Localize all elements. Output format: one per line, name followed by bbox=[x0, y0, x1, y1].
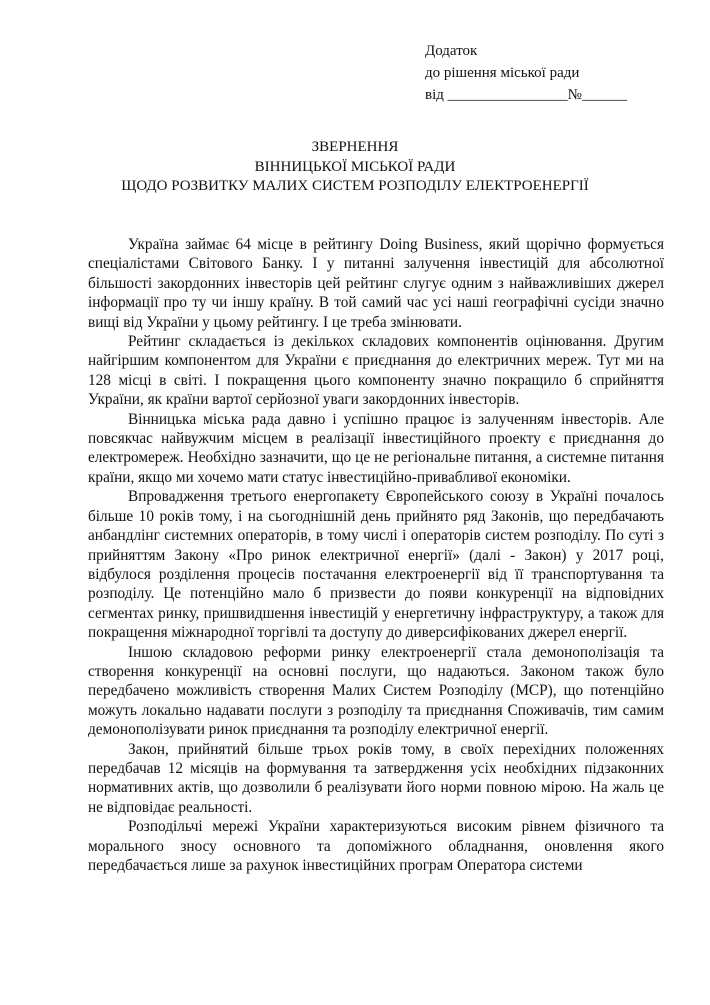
paragraph: Рейтинг складається із декількох складових компонентів оцінювання. Другим найгіршим компонентом для України є приєднання до електричних мереж. Тут ми на 128 місці в світі. І покращення цього компоненту значно покращило б сприйняття України, як країни вартої серйозної уваги закордонних інвесторів. bbox=[88, 333, 664, 409]
title-line-1: ЗВЕРНЕННЯ bbox=[311, 139, 399, 155]
addendum-date-number: від ________________№______ bbox=[425, 87, 627, 103]
paragraph: Україна займає 64 місце в рейтингу Doing Business, який щорічно формується спеціалістами Світового Банку. І у питанні залучення інвестицій для абсолютної більшості закордонних інвесторів цей рейтинг слугує одним з найважливіших джерел інформації про ту чи іншу країну. В той самий час усі наші географічні сусіди значно вищі від України у цьому рейтингу. І це треба змінювати. bbox=[88, 236, 664, 331]
paragraph: Іншою складовою реформи ринку електроенергії стала демонополізація та створення конкуренції на основні послуги, що надаються. Законом також було передбачено можливість створення Малих Систем Розподілу (МСР), що потенційно можуть локально надавати послуги з розподілу та приєднання Споживачів, тим самим демонополізувати ринок приєднання та розподілу електричної енергії. bbox=[88, 643, 664, 739]
paragraph: Вінницька міська рада давно і успішно працює із залученням інвесторів. Але повсякчас найвужчим місцем в реалізації інвестиційного проекту є приєднання до електромереж. Необхідно зазначити, що це не регіональне питання, а системне питання країни, якщо ми хочемо мати статус інвестиційно-привабливої економіки. bbox=[88, 410, 664, 486]
paragraph: Закон, прийнятий більше трьох років тому, в своїх перехідних положеннях передбачав 12 місяців на формування та затвердження усіх необхідних підзаконних нормативних актів, що дозволили б реалізувати його норми повною мірою. На жаль це не відповідає реальності. bbox=[88, 740, 664, 816]
title-line-3: ЩОДО РОЗВИТКУ МАЛИХ СИСТЕМ РОЗПОДІЛУ ЕЛЕКТРОЕНЕРГІЇ bbox=[121, 178, 589, 194]
document-title bbox=[0, 138, 710, 197]
addendum-decision: до рішення міської ради bbox=[425, 65, 580, 81]
addendum-block bbox=[425, 40, 627, 106]
paragraph: Впровадження третього енергопакету Європейського союзу в Україні почалось більше 10 років тому, і на сьогоднішній день прийнято ряд Законів, що передбачають анбандлінг системних операторів, в тому числі і операторів систем розподілу. По суті з прийняттям Закону «Про ринок електричної енергії» (далі - Закон) у 2017 році, відбулося розділення процесів постачання електроенергії від її транспортування та розподілу. Це потенційно мало б призвести до появи конкуренції на відповідних сегментах ринку, пришвидшення інвестицій у енергетичну інфраструктуру, а також для покращення міжнародної торгівлі та доступу до диверсифікованих джерел енергії. bbox=[88, 488, 664, 642]
title-line-2: ВІННИЦЬКОЇ МІСЬКОЇ РАДИ bbox=[254, 158, 456, 175]
paragraph: Розподільчі мережі України характеризуються високим рівнем фізичного та морального зносу основного та допоміжного обладнання, оновлення якого передбачається лише за рахунок інвестиційних програм Оператора системи bbox=[88, 818, 664, 874]
addendum-label: Додаток bbox=[425, 43, 478, 59]
document-body bbox=[88, 235, 664, 875]
